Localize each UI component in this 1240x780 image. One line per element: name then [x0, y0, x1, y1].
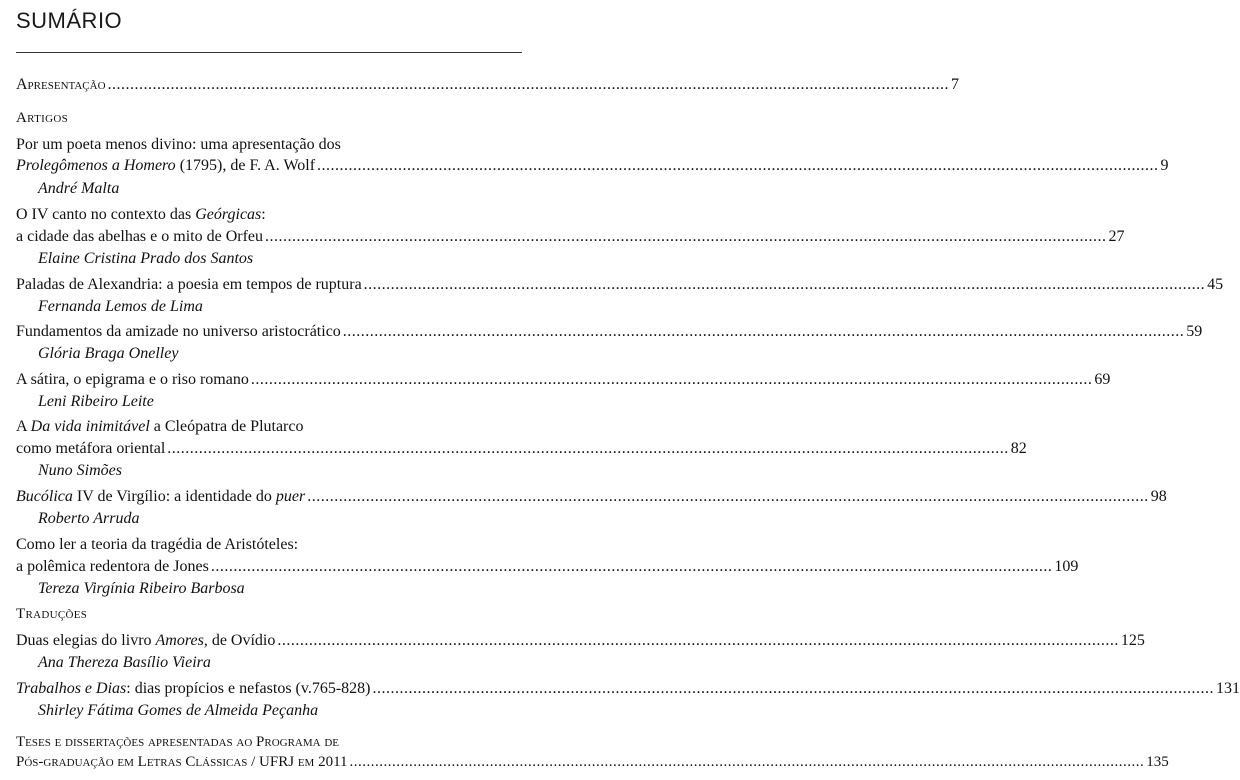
toc-entry-amizade[interactable]	[16, 323, 1203, 345]
author-name: Glória Braga Onelley	[38, 345, 179, 362]
toc-entry-label: A sátira, o epigrama e o riso romano	[16, 371, 249, 388]
author-name: Nuno Simões	[38, 462, 122, 479]
toc-entry-label-rest: : dias propícios e nefastos (v.765-828)	[126, 680, 371, 697]
toc-entry-label	[16, 157, 315, 175]
dot-leader: ...........................................................................................................................................................................................	[167, 440, 1009, 457]
page-number: 69	[1094, 371, 1111, 388]
dot-leader: ...........................................................................................................................................................................................	[317, 157, 1159, 174]
toc-entry-label: Fundamentos da amizade no universo aristocrático	[16, 323, 341, 340]
toc-entry-label: A	[16, 418, 31, 435]
toc-entry-teses[interactable]	[16, 754, 1169, 776]
italic-title: Trabalhos e Dias	[16, 680, 127, 697]
dot-leader: ...........................................................................................................................................................................................	[342, 323, 1185, 340]
italic-title: Geórgicas	[195, 206, 262, 223]
author-name: Leni Ribeiro Leite	[38, 393, 154, 410]
italic-title: Bucólica	[16, 488, 73, 505]
toc-entry-title-line[interactable]	[16, 418, 303, 436]
author-name: Elaine Cristina Prado dos Santos	[38, 250, 254, 267]
toc-entry-label: Paladas de Alexandria: a poesia em tempos de ruptura	[16, 276, 362, 293]
dot-leader: ...........................................................................................................................................................................................	[307, 488, 1149, 505]
italic-title: Prolegômenos a Homero	[16, 157, 176, 174]
page-number: 45	[1207, 276, 1224, 293]
toc-entry-cleopatra[interactable]	[16, 440, 1027, 462]
page-number: 135	[1146, 754, 1169, 770]
toc-entry-label-rest: (1795), de F. A. Wolf	[175, 157, 316, 174]
page-number: 109	[1054, 558, 1079, 575]
italic-word: puer	[275, 488, 306, 505]
page-number: 98	[1150, 488, 1167, 505]
toc-entry-label: O IV canto no contexto das	[16, 206, 196, 223]
author-name: Tereza Virgínia Ribeiro Barbosa	[38, 580, 245, 597]
toc-entry-satira[interactable]	[16, 371, 1111, 393]
italic-title: Da vida inimitável	[30, 418, 150, 435]
toc-entry-label-rest: a Cleópatra de Plutarco	[149, 418, 304, 435]
author-name: Shirley Fátima Gomes de Almeida Peçanha	[38, 702, 319, 719]
toc-entry-label: Apresentação	[16, 76, 106, 93]
toc-entry-label	[16, 488, 305, 506]
dot-leader: ...........................................................................................................................................................................................	[363, 276, 1206, 293]
dot-leader: ...........................................................................................................................................................................................	[277, 632, 1119, 649]
toc-entry-trabalhos[interactable]	[16, 680, 1240, 702]
toc-entry-orfeu[interactable]	[16, 228, 1125, 250]
toc-entry-label-rest: :	[261, 206, 266, 223]
page-title: SUMÁRIO	[16, 8, 123, 33]
author-name: Fernanda Lemos de Lima	[38, 298, 203, 315]
dot-leader: ...........................................................................................................................................................................................	[349, 754, 1145, 770]
page-number: 7	[951, 76, 960, 93]
toc-entry-title-line[interactable]: Como ler a teoria da tragédia de Aristóteles:	[16, 536, 299, 553]
author-name: André Malta	[38, 180, 120, 197]
dot-leader: ...........................................................................................................................................................................................	[210, 558, 1053, 575]
dot-leader: ...........................................................................................................................................................................................	[265, 228, 1107, 245]
toc-entry-title-line[interactable]: Por um poeta menos divino: uma apresentação dos	[16, 136, 341, 153]
author-name: Ana Thereza Basílio Vieira	[38, 654, 211, 671]
toc-entry-label: a polêmica redentora de Jones	[16, 558, 209, 575]
toc-entry-apresentacao[interactable]	[16, 76, 960, 98]
section-heading-artigos: Artigos	[16, 110, 68, 126]
page-number: 9	[1160, 157, 1169, 174]
toc-entry-label-rest: , de Ovídio	[203, 632, 276, 649]
toc-entry-label	[16, 632, 275, 650]
dot-leader: ...........................................................................................................................................................................................	[107, 76, 950, 93]
toc-entry-aristoteles[interactable]	[16, 558, 1079, 580]
toc-entry-paladas[interactable]	[16, 276, 1224, 298]
theses-title-line[interactable]: Teses e dissertações apresentadas ao Programa de	[16, 734, 340, 750]
toc-entry-title-line[interactable]	[16, 206, 266, 224]
italic-title: Amores	[155, 632, 204, 649]
dot-leader: ...........................................................................................................................................................................................	[372, 680, 1214, 697]
page-number: 125	[1120, 632, 1145, 649]
author-name: Roberto Arruda	[38, 510, 140, 527]
dot-leader: ...........................................................................................................................................................................................	[250, 371, 1093, 388]
toc-entry-label: a cidade das abelhas e o mito de Orfeu	[16, 228, 264, 245]
title-rule	[16, 52, 522, 53]
toc-entry-label	[16, 680, 371, 698]
page-number: 82	[1010, 440, 1027, 457]
page-number: 131	[1216, 680, 1240, 697]
page-number: 27	[1108, 228, 1125, 245]
toc-entry-bucolica[interactable]	[16, 488, 1167, 510]
section-heading-traducoes: Traduções	[16, 606, 88, 622]
toc-entry-label-start: Duas elegias do livro	[16, 632, 156, 649]
toc-entry-label: como metáfora oriental	[16, 440, 166, 457]
page-number: 59	[1186, 323, 1203, 340]
toc-entry-label: Pós-graduação em Letras Clássicas / UFRJ em 2011	[16, 754, 348, 770]
toc-entry-label-rest: IV de Virgílio: a identidade do	[72, 488, 276, 505]
toc-entry-amores[interactable]	[16, 632, 1145, 654]
toc-entry-wolf[interactable]	[16, 157, 1169, 179]
